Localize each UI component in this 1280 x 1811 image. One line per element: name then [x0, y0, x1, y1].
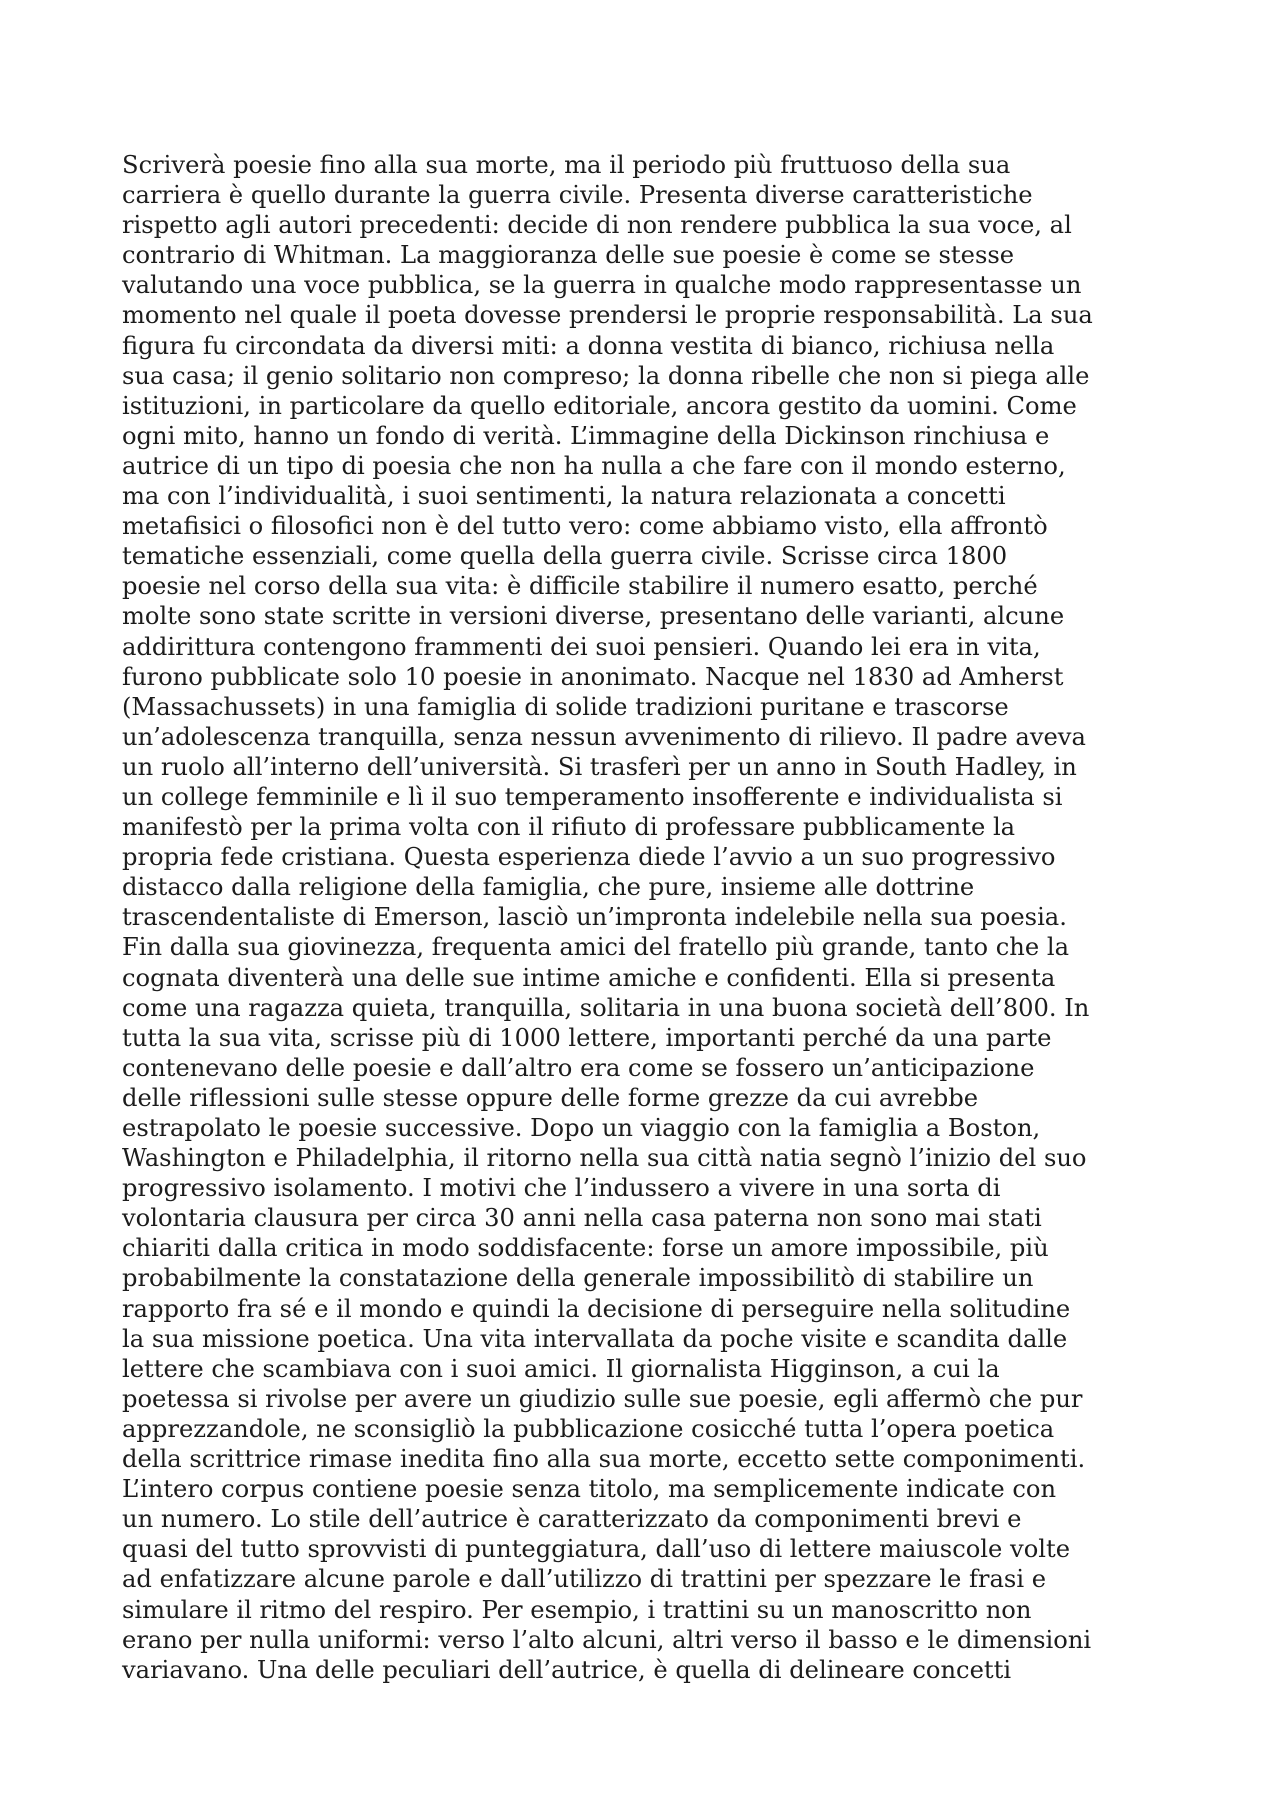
text-line: Fin dalla sua giovinezza, frequenta amici del fratello più grande, tanto che la [122, 933, 1069, 962]
text-line: delle riflessioni sulle stesse oppure delle forme grezze da cui avrebbe [122, 1083, 979, 1112]
text-line: apprezzandole, ne sconsigliò la pubblicazione cosicché tutta l’opera poetica [122, 1414, 1055, 1443]
text-line: la sua missione poetica. Una vita intervallata da poche visite e scandita dalle [122, 1324, 1068, 1353]
text-line: trascendentaliste di Emerson, lasciò un’impronta indelebile nella sua poesia. [122, 903, 1067, 932]
text-line: un college femminile e lì il suo temperamento insofferente e individualista si [122, 782, 1063, 811]
text-line: propria fede cristiana. Questa esperienza diede l’avvio a un suo progressivo [122, 843, 1056, 872]
text-line: un’adolescenza tranquilla, senza nessun avvenimento di rilievo. Il padre aveva [122, 722, 1086, 751]
body-text [122, 150, 1182, 1685]
text-line: Washington e Philadelphia, il ritorno nella sua città natia segnò l’inizio del suo [122, 1144, 1087, 1173]
text-line: furono pubblicate solo 10 poesie in anonimato. Nacque nel 1830 ad Amherst [122, 662, 1064, 691]
text-line: momento nel quale il poeta dovesse prendersi le proprie responsabilità. La sua [122, 301, 1093, 330]
text-line: valutando una voce pubblica, se la guerra in qualche modo rappresentasse un [122, 271, 1082, 300]
text-line: rispetto agli autori precedenti: decide di non rendere pubblica la sua voce, al [122, 211, 1072, 240]
text-line: poetessa si rivolse per avere un giudizio sulle sue poesie, egli affermò che pur [122, 1384, 1083, 1413]
text-line: metafisici o filosofici non è del tutto vero: come abbiamo visto, ella affrontò [122, 512, 1048, 541]
text-line: ad enfatizzare alcune parole e dall’utilizzo di trattini per spezzare le frasi e [122, 1565, 1047, 1594]
text-line: distacco dalla religione della famiglia, che pure, insieme alle dottrine [122, 873, 975, 902]
text-line: lettere che scambiava con i suoi amici. Il giornalista Higginson, a cui la [122, 1354, 1000, 1383]
text-line: Scriverà poesie fino alla sua morte, ma il periodo più fruttuoso della sua [122, 151, 1011, 179]
text-line: progressivo isolamento. I motivi che l’indussero a vivere in una sorta di [122, 1174, 1001, 1203]
text-line: tutta la sua vita, scrisse più di 1000 lettere, importanti perché da una parte [122, 1023, 1052, 1052]
text-line: figura fu circondata da diversi miti: a donna vestita di bianco, richiusa nella [122, 331, 1055, 360]
text-line: addirittura contengono frammenti dei suoi pensieri. Quando lei era in vita, [122, 632, 1041, 661]
text-line: (Massachussets) in una famiglia di solide tradizioni puritane e trascorse [122, 692, 1009, 721]
text-line: manifestò per la prima volta con il rifiuto di professare pubblicamente la [122, 813, 1016, 842]
text-line: autrice di un tipo di poesia che non ha nulla a che fare con il mondo esterno, [122, 451, 1066, 480]
text-line: contrario di Whitman. La maggioranza delle sue poesie è come se stesse [122, 241, 1015, 270]
text-line: cognata diventerà una delle sue intime amiche e confidenti. Ella si presenta [122, 963, 1056, 992]
text-line: tematiche essenziali, come quella della guerra civile. Scrisse circa 1800 [122, 542, 1008, 571]
text-line: probabilmente la constatazione della generale impossibilitò di stabilire un [122, 1264, 1034, 1293]
text-line: quasi del tutto sprovvisti di punteggiatura, dall’uso di lettere maiuscole volte [122, 1535, 1071, 1564]
text-line: simulare il ritmo del respiro. Per esempio, i trattini su un manoscritto non [122, 1595, 1032, 1624]
text-line: un numero. Lo stile dell’autrice è caratterizzato da componimenti brevi e [122, 1505, 1022, 1534]
text-line: L’intero corpus contiene poesie senza titolo, ma semplicemente indicate con [122, 1475, 1057, 1504]
text-line: volontaria clausura per circa 30 anni nella casa paterna non sono mai stati [122, 1204, 1042, 1233]
text-line: estrapolato le poesie successive. Dopo un viaggio con la famiglia a Boston, [122, 1114, 1041, 1142]
text-line: sua casa; il genio solitario non compreso; la donna ribelle che non si piega alle [122, 361, 1090, 390]
text-line: istituzioni, in particolare da quello editoriale, ancora gestito da uomini. Come [122, 391, 1077, 420]
text-line: della scrittrice rimase inedita fino alla sua morte, eccetto sette componimenti. [122, 1445, 1086, 1474]
text-line: ma con l’individualità, i suoi sentimenti, la natura relazionata a concetti [122, 482, 1006, 511]
text-line: ogni mito, hanno un fondo di verità. L’immagine della Dickinson rinchiusa e [122, 421, 1050, 450]
text-line: poesie nel corso della sua vita: è difficile stabilire il numero esatto, perché [122, 572, 1038, 601]
text-line: erano per nulla uniformi: verso l’alto alcuni, altri verso il basso e le dimensioni [122, 1625, 1092, 1654]
text-line: rapporto fra sé e il mondo e quindi la decisione di perseguire nella solitudine [122, 1294, 1071, 1323]
text-line: variavano. Una delle peculiari dell’autrice, è quella di delineare concetti [122, 1655, 1012, 1684]
text-line: un ruolo all’interno dell’università. Si trasferì per un anno in South Hadley, in [122, 752, 1077, 781]
text-line: chiariti dalla critica in modo soddisfacente: forse un amore impossibile, più [122, 1234, 1049, 1263]
text-line: carriera è quello durante la guerra civile. Presenta diverse caratteristiche [122, 181, 1033, 210]
text-line: contenevano delle poesie e dall’altro era come se fossero un’anticipazione [122, 1053, 1035, 1082]
text-line: molte sono state scritte in versioni diverse, presentano delle varianti, alcune [122, 602, 1065, 631]
text-line: come una ragazza quieta, tranquilla, solitaria in una buona società dell’800. In [122, 993, 1090, 1022]
